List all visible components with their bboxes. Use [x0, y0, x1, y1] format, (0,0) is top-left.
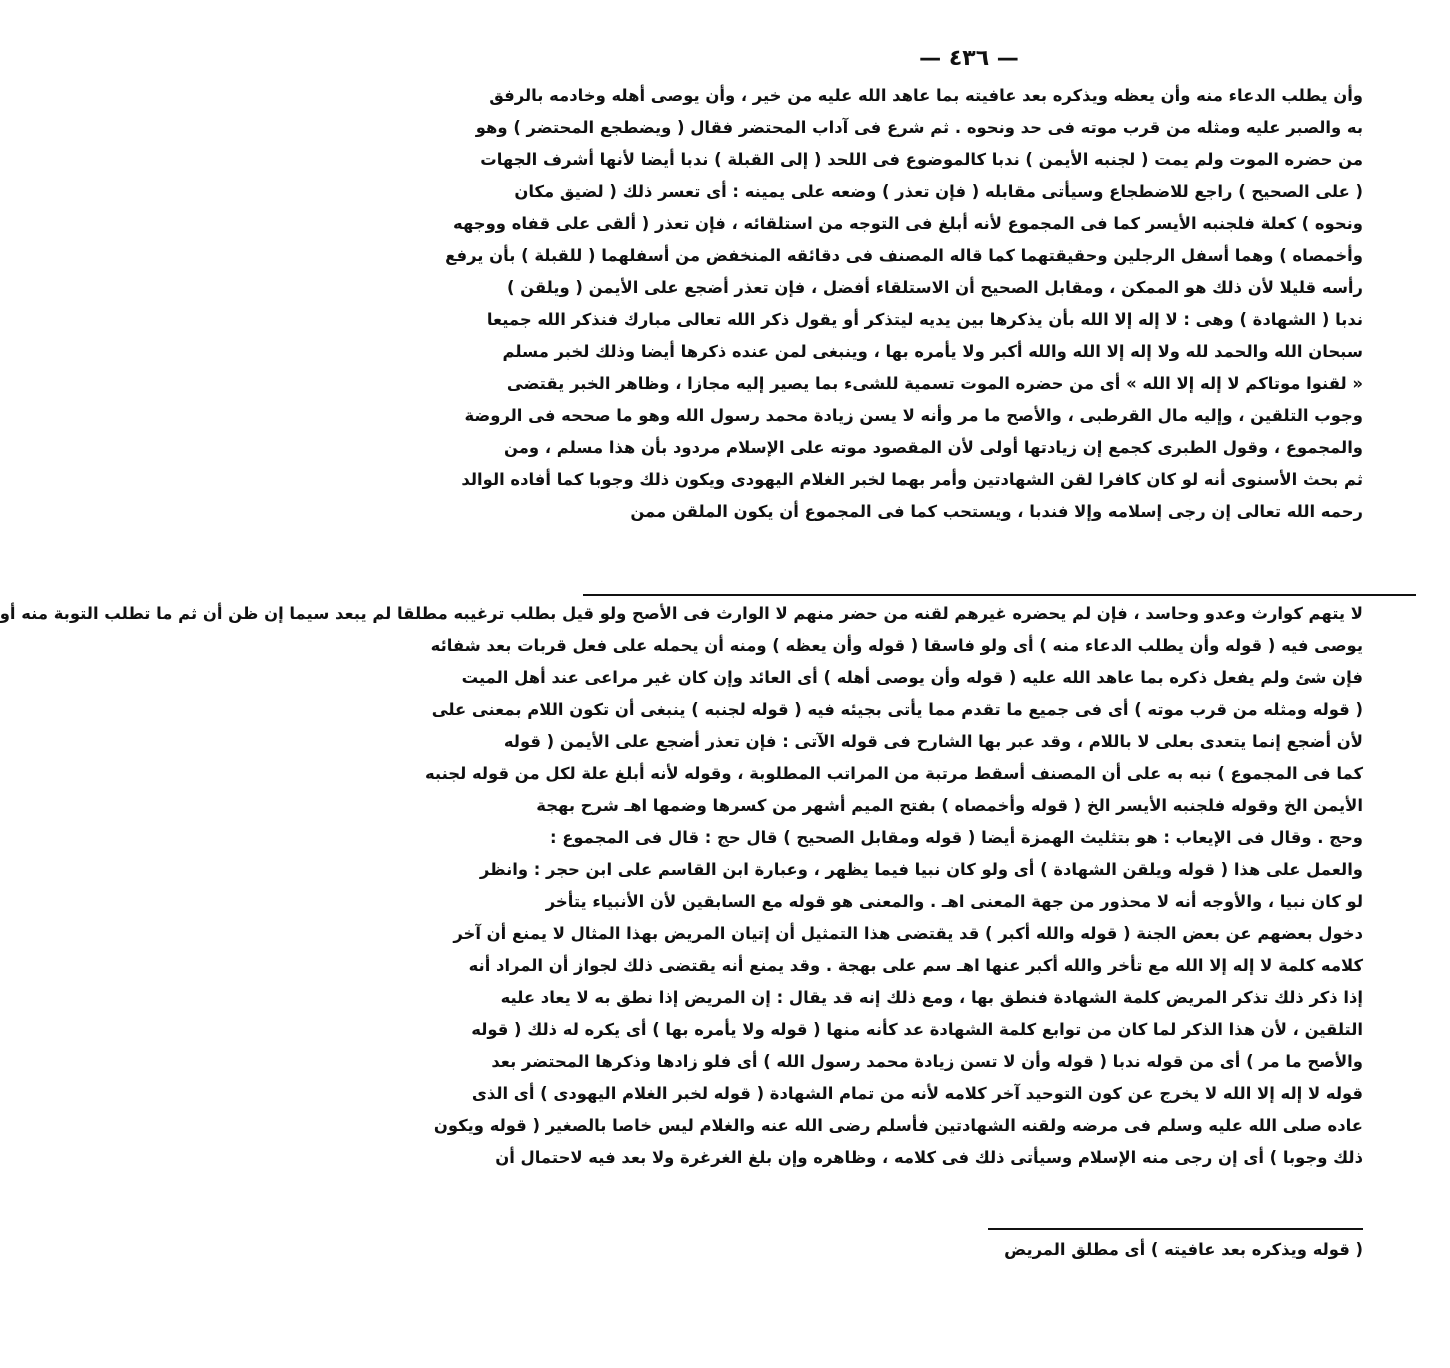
commentary-line: دخول بعضهم عن بعض الجنة ( قوله والله أكبر ) قد يقتضى هذا التمثيل أن إتيان المريض بهذا المثال لا يمنع أن آخر — [453, 924, 1363, 943]
footnote-divider — [988, 1228, 1363, 1230]
commentary-line: وحج . وقال فى الإيعاب : هو بتثليث الهمزة أيضا ( قوله ومقابل الصحيح ) قال حج : قال فى المجموع : — [549, 828, 1363, 847]
main-line: من حضره الموت ولم يمت ( لجنبه الأيمن ) ندبا كالموضوع فى اللحد ( إلى القبلة ) ندبا أيضا لأنها أشرف الجهات — [480, 150, 1363, 169]
main-line: ثم بحث الأسنوى أنه لو كان كافرا لقن الشهادتين وأمر بهما لخبر الغلام اليهودى ويكون ذلك وجوبا كما أفاده الوالد — [461, 470, 1363, 489]
main-line: وأن يطلب الدعاء منه وأن يعظه ويذكره بعد عافيته بما عاهد الله عليه من خير ، وأن يوصى أهله وخادمه بالرفق — [489, 86, 1363, 105]
main-text — [445, 80, 1363, 528]
main-line: ونحوه ) كعلة فلجنبه الأيسر كما فى المجموع لأنه أبلغ فى التوجه من استلقائه ، فإن تعذر ( ألقى على قفاه ووجهه — [453, 214, 1363, 233]
commentary-line: ( قوله ومثله من قرب موته ) أى فى جميع ما تقدم مما يأتى بجيئه فيه ( قوله لجنبه ) ينبغى أن تكون اللام بمعنى على — [431, 700, 1363, 719]
main-line: وجوب التلقين ، وإليه مال القرطبى ، والأصح ما مر وأنه لا يسن زيادة محمد رسول الله وهو ما صححه فى الروضة — [464, 406, 1363, 425]
main-line: والمجموع ، وقول الطبرى كجمع إن زيادتها أولى لأن المقصود موته على الإسلام مردود بأن هذا مسلم ، ومن — [504, 438, 1363, 457]
commentary-line: لأن أضجع إنما يتعدى بعلى لا باللام ، وقد عبر بها الشارح فى قوله الآتى : فإن تعذر أضجع على الأيمن ( قوله — [503, 732, 1363, 751]
commentary-line: لا يتهم كوارث وعدو وحاسد ، فإن لم يحضره غيرهم لقنه من حضر منهم لا الوارث فى الأصح ولو قيل بطلب ترغيبه مطلقا لم يبعد سيما إن ظن أن ثم ما تطلب التوبة منه أو — [0, 604, 1363, 623]
footnote-text — [583, 1234, 1363, 1266]
commentary-line: إذا ذكر ذلك تذكر المريض كلمة الشهادة فنطق بها ، ومع ذلك إنه قد يقال : إن المريض إذا نطق به لا يعاد عليه — [500, 988, 1363, 1007]
footnote-line: ( قوله ويذكره بعد عافيته ) أى مطلق المريض — [1004, 1240, 1363, 1259]
commentary-text — [0, 598, 1363, 1174]
page-number: — ٤٣٦ — — [919, 46, 1019, 71]
commentary-line: كما فى المجموع ) نبه به على أن المصنف أسقط مرتبة من المراتب المطلوبة ، وقوله لأنه أبلغ علة لكل من قوله لجنبه — [424, 764, 1363, 783]
main-line: ندبا ( الشهادة ) وهى : لا إله إلا الله بأن يذكرها بين يديه ليتذكر أو يقول ذكر الله تعالى مبارك فنذكر الله جميعا — [486, 310, 1363, 329]
commentary-line: التلقين ، لأن هذا الذكر لما كان من توابع كلمة الشهادة عد كأنه منها ( قوله ولا يأمره بها ) أى يكره له ذلك ( قوله — [471, 1020, 1363, 1039]
commentary-line: لو كان نبيا ، والأوجه أنه لا محذور من جهة المعنى اهـ . والمعنى هو قوله مع السابقين لأن الأنبياء يتأخر — [545, 892, 1363, 911]
main-line: به والصبر عليه ومثله من قرب موته فى حد ونحوه . ثم شرع فى آداب المحتضر فقال ( ويضطجع المحتضر ) وهو — [475, 118, 1363, 137]
main-line: ( على الصحيح ) راجع للاضطجاع وسيأتى مقابله ( فإن تعذر ) وضعه على يمينه : أى تعسر ذلك ( لضيق مكان — [514, 182, 1363, 201]
commentary-line: الأيمن الخ وقوله فلجنبه الأيسر الخ ( قوله وأخمصاه ) بفتح الميم أشهر من كسرها وضمها اهـ شرح بهجة — [536, 796, 1363, 815]
commentary-line: كلامه كلمة لا إله إلا الله مع تأخر والله أكبر عنها اهـ سم على بهجة . وقد يمنع أنه يقتضى ذلك لجواز أن المراد أنه — [468, 956, 1363, 975]
section-divider — [583, 594, 1416, 596]
main-line: « لقنوا موتاكم لا إله إلا الله » أى من حضره الموت تسمية للشىء بما يصير إليه مجازا ، وظاهر الخبر يقتضى — [506, 374, 1363, 393]
commentary-line: عاده صلى الله عليه وسلم فى مرضه ولقنه الشهادتين فأسلم رضى الله عنه والغلام ليس خاصا بالصغير ( قوله ويكون — [433, 1116, 1363, 1135]
main-line: سبحان الله والحمد لله ولا إله إلا الله والله أكبر ولا يأمره بها ، وينبغى لمن عنده ذكرها أيضا وذلك لخبر مسلم — [502, 342, 1363, 361]
commentary-line: والعمل على هذا ( قوله ويلقن الشهادة ) أى ولو كان نبيا فيما يظهر ، وعبارة ابن القاسم على ابن حجر : وانظر — [479, 860, 1363, 879]
main-line: رحمه الله تعالى إن رجى إسلامه وإلا فندبا ، ويستحب كما فى المجموع أن يكون الملقن ممن — [630, 502, 1363, 521]
main-line: رأسه قليلا لأن ذلك هو الممكن ، ومقابل الصحيح أن الاستلقاء أفضل ، فإن تعذر أضجع على الأيمن ( ويلقن ) — [506, 278, 1363, 297]
commentary-line: ذلك وجوبا ) أى إن رجى منه الإسلام وسيأتى ذلك فى كلامه ، وظاهره وإن بلغ الغرغرة ولا بعد فيه لاحتمال أن — [495, 1148, 1363, 1167]
commentary-line: قوله لا إله إلا الله لا يخرج عن كون التوحيد آخر كلامه لأنه من تمام الشهادة ( قوله لخبر الغلام اليهودى ) أى الذى — [471, 1084, 1363, 1103]
commentary-line: والأصح ما مر ) أى من قوله ندبا ( قوله وأن لا تسن زيادة محمد رسول الله ) أى فلو زادها وذكرها المحتضر بعد — [491, 1052, 1363, 1071]
commentary-line: يوصى فيه ( قوله وأن يطلب الدعاء منه ) أى ولو فاسقا ( قوله وأن يعظه ) ومنه أن يحمله على فعل قربات بعد شفائه — [430, 636, 1363, 655]
commentary-line: فإن شئ ولم يفعل ذكره بما عاهد الله عليه ( قوله وأن يوصى أهله ) أى العائد وإن كان غير مراعى عند أهل الميت — [461, 668, 1363, 687]
main-line: وأخمصاه ) وهما أسفل الرجلين وحقيقتهما كما قاله المصنف فى دقائقه المنخفض من أسفلهما ( للقبلة ) بأن يرفع — [445, 246, 1363, 265]
